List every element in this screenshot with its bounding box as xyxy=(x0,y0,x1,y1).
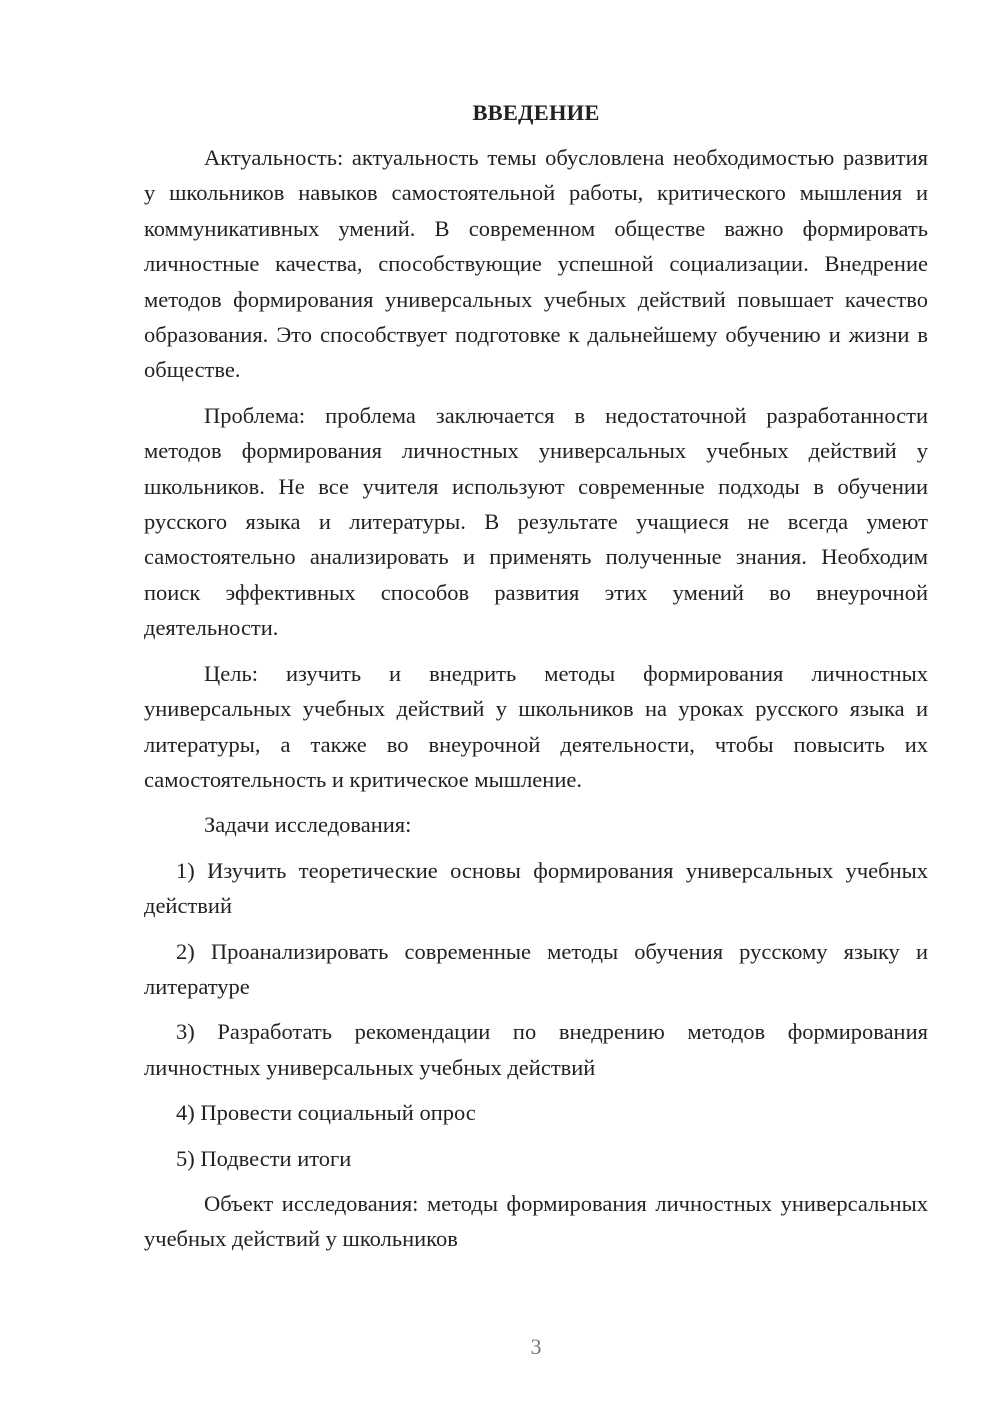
page-content xyxy=(144,95,928,1267)
task-item-4: 4) Провести социальный опрос xyxy=(176,1100,476,1126)
paragraph-goal: Цель: изучить и внедрить методы формирования личностных универсальных учебных действий у школьников на уроках русского языка и литературы, а также во внеурочной деятельности, чтобы повысить их самостоятельность и критическое мышление. xyxy=(144,660,928,792)
tasks-heading: Задачи исследования: xyxy=(204,812,412,838)
task-item-2: 2) Проанализировать современные методы обучения русскому языку и литературе xyxy=(144,938,928,999)
paragraph-object: Объект исследования: методы формирования личностных универсальных учебных действий у школьников xyxy=(144,1190,928,1252)
page-title: ВВЕДЕНИЕ xyxy=(472,100,600,125)
task-item-5: 5) Подвести итоги xyxy=(176,1145,352,1171)
paragraph-relevance: Актуальность: актуальность темы обусловлена необходимостью развития у школьников навыков самостоятельной работы, критического мышления и коммуникативных умений. В современном обществе важно формировать личностные качества, способствующие успешной социализации. Внедрение методов формирования универсальных учебных действий повышает качество образования. Это способствует подготовке к дальнейшему обучению и жизни в обществе. xyxy=(144,145,928,383)
task-item-3: 3) Разработать рекомендации по внедрению методов формирования личностных универсальных учебных действий xyxy=(144,1019,928,1080)
page-number: 3 xyxy=(530,1334,542,1359)
paragraph-problem: Проблема: проблема заключается в недостаточной разработанности методов формирования личностных универсальных учебных действий у школьников. Не все учителя используют современные подходы в обучении русского языка и литературы. В результате учащиеся не всегда умеют самостоятельно анализировать и применять полученные знания. Необходим поиск эффективных способов развития этих умений во внеурочной деятельности. xyxy=(144,402,928,641)
task-item-1: 1) Изучить теоретические основы формирования универсальных учебных действий xyxy=(144,857,928,919)
